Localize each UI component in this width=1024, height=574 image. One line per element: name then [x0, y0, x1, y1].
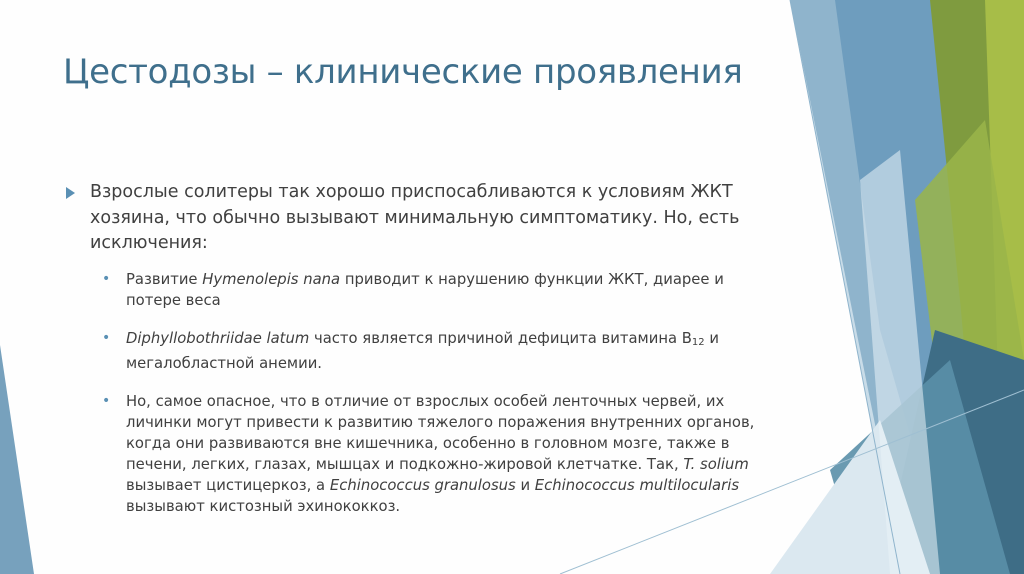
- sub-text: и: [515, 476, 535, 494]
- main-bullet-text: Взрослые солитеры так хорошо приспосабливаются к условиям ЖКТ хозяина, что обычно вызывают минимальную симптоматику. Но, есть исключения:: [90, 182, 740, 253]
- dot-bullet-icon: •: [102, 270, 111, 287]
- slide-content: [66, 180, 766, 534]
- species-name: Hymenolepis nana: [202, 270, 341, 288]
- sub-text: часто является причиной дефицита витамина B: [309, 329, 692, 347]
- species-name: Echinococcus multilocularis: [534, 476, 740, 494]
- sub-bullet-item: [100, 269, 766, 311]
- sub-bullet-item: [100, 391, 766, 517]
- dot-bullet-icon: •: [102, 392, 111, 409]
- sub-bullet-list: [66, 269, 766, 517]
- sub-text: Но, самое опасное, что в отличие от взрослых особей ленточных червей, их личинки могут привести к развитию тяжелого поражения внутренних органов, когда они развиваются вне кишечника, особенно в головном мозге, также в печени, легких, глазах, мышцах и подкожно-жировой клетчатке. Так,: [126, 392, 755, 473]
- main-bullet-item: [66, 180, 766, 257]
- species-name: T. solium: [683, 455, 749, 473]
- sub-bullet-item: [100, 328, 766, 374]
- species-name: Echinococcus granulosus: [329, 476, 516, 494]
- sub-text: Развитие: [126, 270, 203, 288]
- sub-text: вызывает цистицеркоз, а: [126, 476, 330, 494]
- sub-text: вызывают кистозный эхинококкоз.: [126, 497, 401, 515]
- sub-text: приводит к нарушению функции ЖКТ, диарее и потере веса: [126, 270, 724, 309]
- species-name: Diphyllobothriidae latum: [126, 329, 310, 347]
- subscript-text: 12: [691, 336, 705, 348]
- sub-text: и мегалобластной анемии.: [126, 329, 719, 372]
- triangle-bullet-icon: [66, 187, 75, 199]
- slide-title: Цестодозы – клинические проявления: [63, 52, 743, 92]
- left-edge-shape: [0, 345, 34, 574]
- dot-bullet-icon: •: [102, 329, 111, 346]
